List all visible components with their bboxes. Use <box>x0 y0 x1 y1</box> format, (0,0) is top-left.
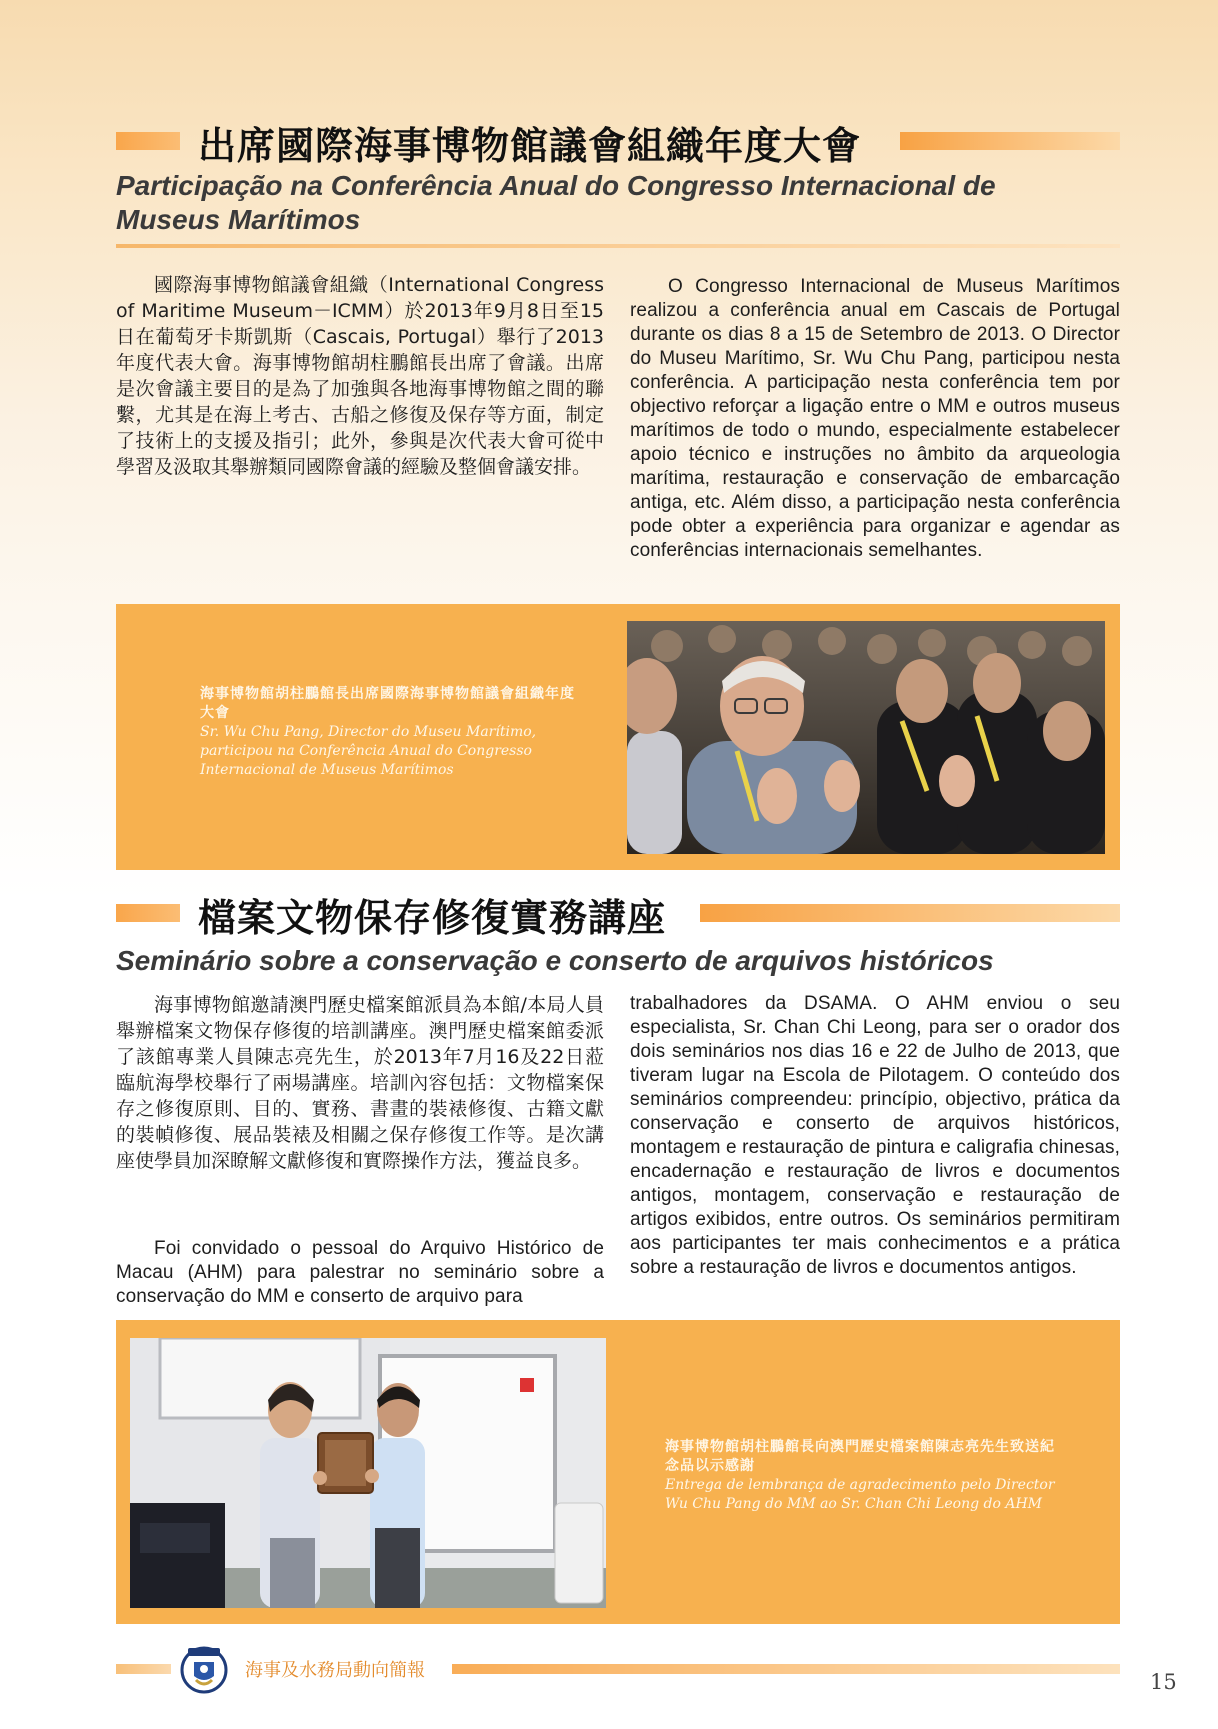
souvenir-presentation-photo <box>130 1338 606 1608</box>
section2-body-zh <box>116 992 604 1174</box>
conference-audience-photo <box>627 621 1105 854</box>
section2-body-pt-part1: Foi convidado o pessoal do Arquivo Histórico de Macau (AHM) para palestrar no seminário sobre a conservação do MM e conserto de arquivo para <box>116 1238 604 1307</box>
section2-caption-pt: Entrega de lembrança de agradecimento pelo Director Wu Chu Pang do MM ao Sr. Chan Chi Leong do AHM <box>665 1477 1055 1512</box>
section1-body-zh <box>116 272 604 480</box>
section1-body-pt-text: O Congresso Internacional de Museus Marítimos realizou a conferência anual em Cascais de Portugal durante os dias 8 a 15 de Setembro de 2013. O Director do Museu Marítimo, Sr. Wu Chu Pang, participou nesta conferência. A participação nesta conferência tem por objectivo reforçar a ligação entre o MM e outros museus marítimos de todo o mundo, especialmente estabelecer apoio técnico e instruções no âmbito da arqueologia marítima, restauração e conservação de embarcação antiga, etc. Além disso, a participação nesta conferência pode obter a experiência para organizar e agendar as conferências internacionais semelhantes. <box>630 276 1120 561</box>
section2-body-zh-text: 海事博物館邀請澳門歷史檔案館派員為本館/本局人員舉辦檔案文物保存修復的培訓講座。澳門歷史檔案館委派了該館專業人員陳志亮先生，於2013年7月16及22日蒞臨航海學校舉行了兩場講座。培訓內容包括：文物檔案保存之修復原則、目的、實務、書畫的裝裱修復、古籍文獻的裝幀修復、展品裝裱及相關之保存修復工作等。是次講座使學員加深瞭解文獻修復和實際操作方法，獲益良多。 <box>116 994 604 1172</box>
title-bar-left-2 <box>116 904 180 922</box>
section1-body-zh-text: 國際海事博物館議會組織（International Congress of Maritime Museum－ICMM）於2013年9月8日至15日在葡萄牙卡斯凱斯（Cascais, Portugal）舉行了2013年度代表大會。海事博物館胡柱鵬館長出席了會議。出席是次會議主要目的是為了加強與各地海事博物館之間的聯繫，尤其是在海上考古、古船之修復及保存等方面，制定了技術上的支援及指引；此外，參與是次代表大會可從中學習及汲取其舉辦類同國際會議的經驗及整個會議安排。 <box>116 274 604 478</box>
section2-caption <box>665 1438 1060 1514</box>
footer-bar-right <box>452 1664 1120 1674</box>
section1-title-pt-line2: Museus Marítimos <box>116 204 361 235</box>
footer-bar-left <box>116 1664 171 1674</box>
section1-caption-zh: 海事博物館胡柱鵬館長出席國際海事博物館議會組織年度大會 <box>200 686 575 721</box>
section1-caption <box>200 685 585 780</box>
page-number: 15 <box>1150 1670 1177 1694</box>
section2-caption-zh: 海事博物館胡柱鵬館長向澳門歷史檔案館陳志亮先生致送紀念品以示感謝 <box>665 1439 1055 1474</box>
section1-title-zh: 出席國際海事博物館議會組織年度大會 <box>198 124 862 168</box>
section2-title-zh: 檔案文物保存修復實務講座 <box>198 896 667 940</box>
title-bar-right-2 <box>700 904 1120 922</box>
footer-publication-title: 海事及水務局動向簡報 <box>245 1660 425 1681</box>
section1-divider <box>116 244 1120 248</box>
section2-body-pt-left <box>116 1237 604 1309</box>
section1-title-pt-line1: Participação na Conferência Anual do Congresso Internacional de <box>116 170 996 201</box>
section1-body-pt <box>630 275 1120 563</box>
section2-body-pt-right <box>630 992 1120 1280</box>
title-bar-right <box>900 132 1120 150</box>
section2-body-pt-part2: trabalhadores da DSAMA. O AHM enviou o seu especialista, Sr. Chan Chi Leong, para ser o orador dos dois seminários nos dias 16 e 22 de Julho de 2013, que tiveram lugar na Escola de Pilotagem. O conteúdo dos seminários compreendeu: princípio, objectivo, prática da conservação e conserto de arquivos históricos, montagem e restauração de pintura e caligrafia chinesas, encadernação e restauração de livros e documentos antigos, montagem, conservação e restauração de artigos exibidos, entre outros. Os seminários permitiram aos participantes ter mais conhecimentos e a prática sobre a restauração de livros e documentos antigos. <box>630 993 1120 1278</box>
title-bar-left <box>116 132 180 150</box>
section1-caption-pt: Sr. Wu Chu Pang, Director do Museu Marítimo, participou na Conferência Anual do Congresso Internacional de Museus Marítimos <box>200 724 537 778</box>
section2-title-pt: Seminário sobre a conservação e conserto de arquivos históricos <box>116 945 994 976</box>
dsama-emblem-icon <box>176 1640 232 1696</box>
section1-title-pt <box>116 169 1116 237</box>
